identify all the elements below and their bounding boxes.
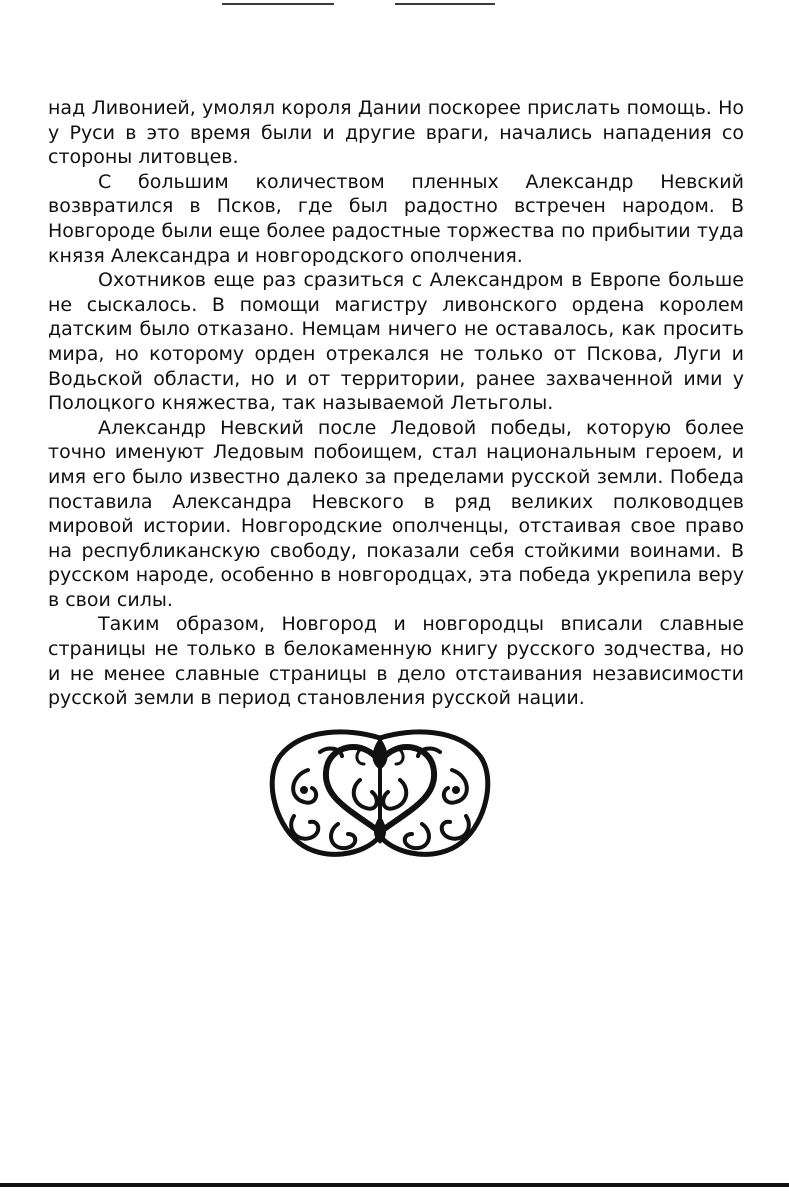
page-body-text (48, 96, 744, 711)
paragraph-3: Охотников еще раз сразиться с Александром в Европе больше не сыскалось. В помощи магистру ливонского ордена королем датским было отказано. Немцам ничего не оставалось, как просить мира, но которому орден отрекался не только от Пскова, Луги и Водьской области, но и от территории, ранее захваченной ими у Полоцкого княжества, так называемой Летьголы. (48, 269, 744, 415)
top-rule-right (395, 3, 495, 5)
paragraph-1: над Ливонией, умолял короля Дании поскорее прислать помощь. Но у Руси в это время были и другие враги, начались нападения со стороны литовцев. (48, 97, 744, 169)
paragraph-2: С большим количеством пленных Александр Невский возвратился в Псков, где был радостно встречен народом. В Новгороде были еще более радостные торжества по прибытии туда князя Александра и новгородского ополчения. (48, 170, 744, 267)
top-rule-left (222, 3, 334, 5)
floral-ornament-icon (268, 728, 492, 862)
paragraph-5: Таким образом, Новгород и новгородцы вписали славные страницы не только в белокаменную книгу русского зодчества, но и не менее славные страницы в дело отстаивания независимости русской земли в период становления русской нации. (48, 613, 744, 710)
paragraph-4: Александр Невский после Ледовой победы, которую более точно именуют Ледовым побоищем, стал национальным героем, и имя его было известно далеко за пределами русской земли. Победа поставила Александра Невского в ряд великих полководцев мировой истории. Новгородские ополченцы, отстаивая свое право на республиканскую свободу, показали себя стойкими воинами. В русском народе, особенно в новгородцах, эта победа укрепила веру в свои силы. (48, 416, 744, 611)
bottom-rule (0, 1183, 789, 1187)
